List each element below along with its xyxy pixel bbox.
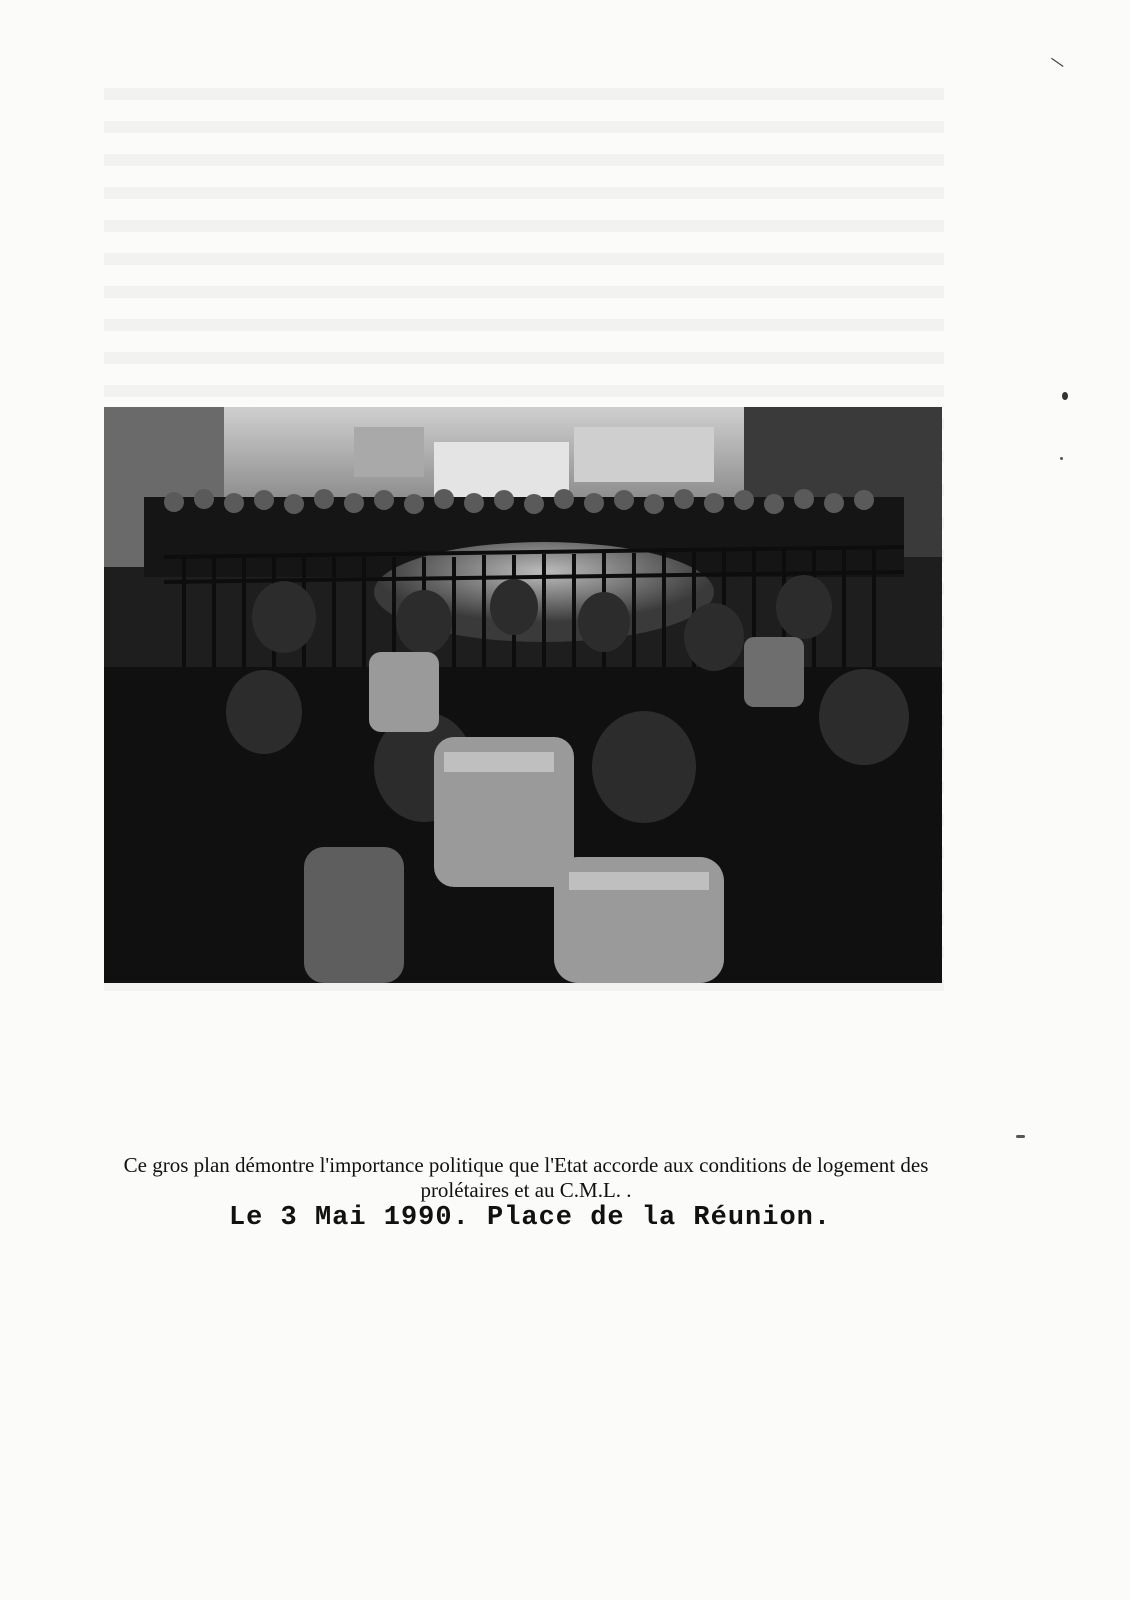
- scan-speck: [1060, 457, 1063, 460]
- protest-photo-image: [104, 407, 942, 983]
- corner-mark: —: [1045, 49, 1071, 74]
- photo-date-location: Le 3 Mai 1990. Place de la Réunion.: [228, 1203, 832, 1233]
- scan-speck: [1062, 392, 1068, 400]
- protest-photo: [104, 407, 942, 983]
- scan-speck: [1016, 1135, 1025, 1138]
- photo-caption: Ce gros plan démontre l'importance politique que l'Etat accorde aux conditions de logement des prolétaires et au C.M.L. .: [123, 1153, 929, 1202]
